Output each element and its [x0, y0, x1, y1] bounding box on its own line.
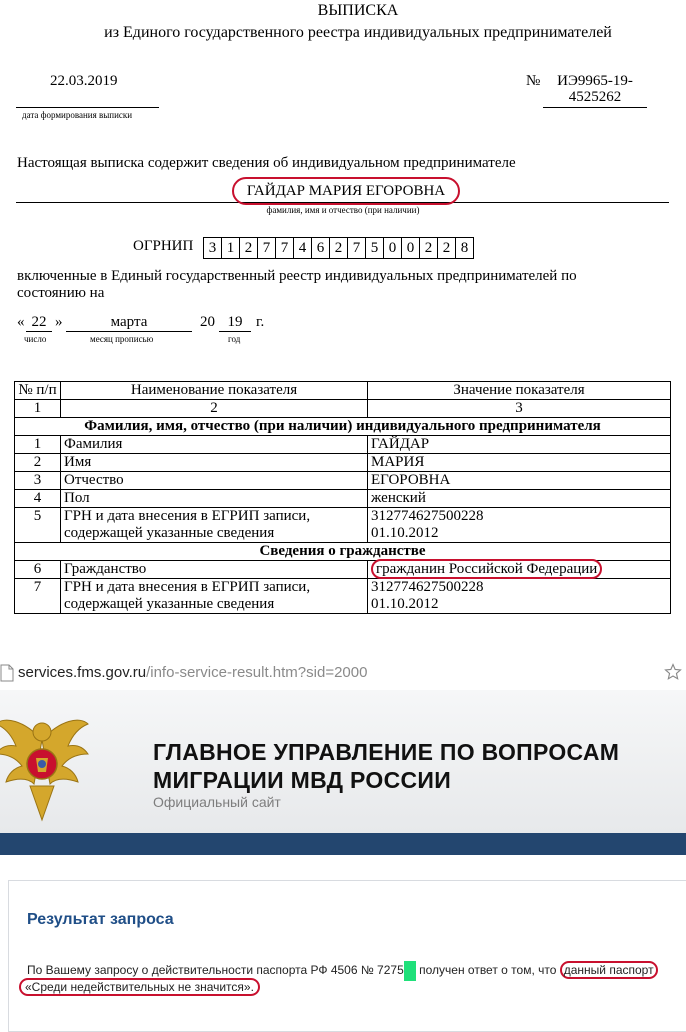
included-text [17, 268, 577, 302]
url-path: /info-service-result.htm?sid=2000 [146, 664, 368, 681]
row-indicator-line2: содержащей указанные сведения [64, 596, 275, 612]
ogrnip-number [203, 237, 474, 259]
row-value: ЕГОРОВНА [368, 472, 671, 490]
number-sign: № [526, 73, 541, 89]
result-status-line2: «Среди недействительных не значится». [19, 978, 260, 996]
extract-table [14, 381, 671, 614]
row-value-date: 01.10.2012 [371, 596, 439, 612]
row-indicator [61, 579, 368, 614]
year-suffix: 19 [219, 314, 251, 332]
section-title-citizenship: Сведения о гражданстве [15, 543, 671, 561]
site-subtitle: Официальный сайт [153, 794, 281, 810]
result-status-oval [560, 961, 658, 979]
citizenship-value: гражданин Российской Федерации [371, 559, 602, 579]
included-line1: включенные в Единый государственный реестр индивидуальных предпринимателей по [17, 268, 577, 284]
date-field [16, 73, 159, 108]
ogrnip-digit: 7 [348, 237, 366, 259]
ogrnip-digit: 2 [420, 237, 438, 259]
year-caption: год [228, 334, 241, 344]
document-title: ВЫПИСКА [317, 2, 399, 19]
header-cell: Наименование показателя [61, 382, 368, 400]
row-number: 2 [15, 454, 61, 472]
table-row [15, 561, 671, 579]
site-title-line2: МИГРАЦИИ МВД РОССИИ [153, 767, 452, 793]
row-value: ГАЙДАР [368, 436, 671, 454]
row-indicator: Пол [61, 490, 368, 508]
result-text-part1: По Вашему запросу о действительности паспорта РФ 4506 № 7275 [27, 963, 404, 978]
table-row [15, 508, 671, 543]
name-caption: фамилия, имя и отчество (при наличии) [266, 205, 420, 215]
quote-open: « [17, 314, 25, 330]
table-row [15, 454, 671, 472]
day-caption: число [24, 334, 47, 344]
month-value: марта [66, 314, 192, 332]
row-number: 6 [15, 561, 61, 579]
site-title [153, 738, 619, 794]
ogrnip-digit: 7 [258, 237, 276, 259]
row-indicator: Фамилия [61, 436, 368, 454]
site-title-line1: ГЛАВНОЕ УПРАВЛЕНИЕ ПО ВОПРОСАМ [153, 739, 620, 765]
row-indicator: Гражданство [61, 561, 368, 579]
row-value-grn: 312774627500228 [371, 508, 484, 524]
row-indicator [61, 508, 368, 543]
extract-number-line2: 4525262 [568, 89, 622, 105]
address-bar[interactable] [0, 654, 686, 691]
ogrnip-digit: 7 [276, 237, 294, 259]
ogrnip-digit: 5 [366, 237, 384, 259]
header-cell: Значение показателя [368, 382, 671, 400]
year-unit: г. [256, 314, 265, 330]
intro-text: Настоящая выписка содержит сведения об индивидуальном предпринимателе [17, 155, 516, 171]
formation-date: 22.03.2019 [50, 73, 118, 89]
mvd-emblem-icon [0, 702, 90, 822]
browser-window [0, 650, 686, 1010]
row-value: МАРИЯ [368, 454, 671, 472]
person-name-oval [232, 177, 460, 205]
section-row [15, 543, 671, 561]
nav-band [0, 833, 686, 855]
row-indicator: Имя [61, 454, 368, 472]
table-row [15, 490, 671, 508]
section-title-name: Фамилия, имя, отчество (при наличии) индивидуального предпринимателя [15, 418, 671, 436]
site-header [0, 690, 686, 842]
number-cell: 2 [61, 400, 368, 418]
row-number: 4 [15, 490, 61, 508]
row-value: женский [368, 490, 671, 508]
day-value: 22 [26, 314, 52, 332]
table-row [15, 472, 671, 490]
row-indicator-line1: ГРН и дата внесения в ЕГРИП записи, [64, 508, 311, 524]
row-indicator: Отчество [61, 472, 368, 490]
table-row [15, 579, 671, 614]
star-bookmark-icon[interactable] [664, 663, 682, 681]
month-caption: месяц прописью [90, 334, 154, 344]
table-header-row [15, 382, 671, 400]
result-text-part2: получен ответ о том, что [419, 963, 557, 978]
row-value-date: 01.10.2012 [371, 525, 439, 541]
number-cell: 1 [15, 400, 61, 418]
row-value-grn: 312774627500228 [371, 579, 484, 595]
ogrnip-label: ОГРНИП [133, 238, 194, 254]
ogrnip-digit: 8 [456, 237, 474, 259]
row-number: 7 [15, 579, 61, 614]
table-row [15, 436, 671, 454]
url-text[interactable] [18, 664, 367, 681]
extract-number [543, 73, 647, 108]
ogrnip-digit: 3 [203, 237, 222, 259]
row-number: 5 [15, 508, 61, 543]
person-name: ГАЙДАР МАРИЯ ЕГОРОВНА [246, 183, 446, 199]
result-text-part3: данный паспорт [563, 963, 654, 978]
year-prefix: 20 [200, 314, 215, 330]
row-number: 1 [15, 436, 61, 454]
document-subtitle: из Единого государственного реестра индивидуальных предпринимателей [104, 24, 612, 41]
header-cell: № п/п [15, 382, 61, 400]
ogrnip-digit: 2 [438, 237, 456, 259]
row-value [368, 508, 671, 543]
ogrnip-digit: 4 [294, 237, 312, 259]
date-caption: дата формирования выписки [22, 110, 133, 120]
row-value [368, 561, 671, 579]
ogrnip-digit: 6 [312, 237, 330, 259]
ogrnip-digit: 0 [384, 237, 402, 259]
ogrnip-digit: 0 [402, 237, 420, 259]
page-icon [0, 664, 14, 682]
quote-close: » [55, 314, 63, 330]
url-host: services.fms.gov.ru [18, 664, 147, 681]
ogrnip-digit: 2 [240, 237, 258, 259]
section-row [15, 418, 671, 436]
included-line2: состоянию на [17, 285, 105, 301]
row-indicator-line1: ГРН и дата внесения в ЕГРИП записи, [64, 579, 311, 595]
table-number-row [15, 400, 671, 418]
row-value [368, 579, 671, 614]
redaction-highlight [404, 961, 416, 981]
result-heading: Результат запроса [27, 911, 174, 928]
result-panel [8, 880, 686, 1032]
ogrnip-digit: 2 [330, 237, 348, 259]
row-indicator-line2: содержащей указанные сведения [64, 525, 275, 541]
number-cell: 3 [368, 400, 671, 418]
ogrnip-digit: 1 [222, 237, 240, 259]
row-number: 3 [15, 472, 61, 490]
extract-number-line1: ИЭ9965-19- [557, 73, 633, 89]
